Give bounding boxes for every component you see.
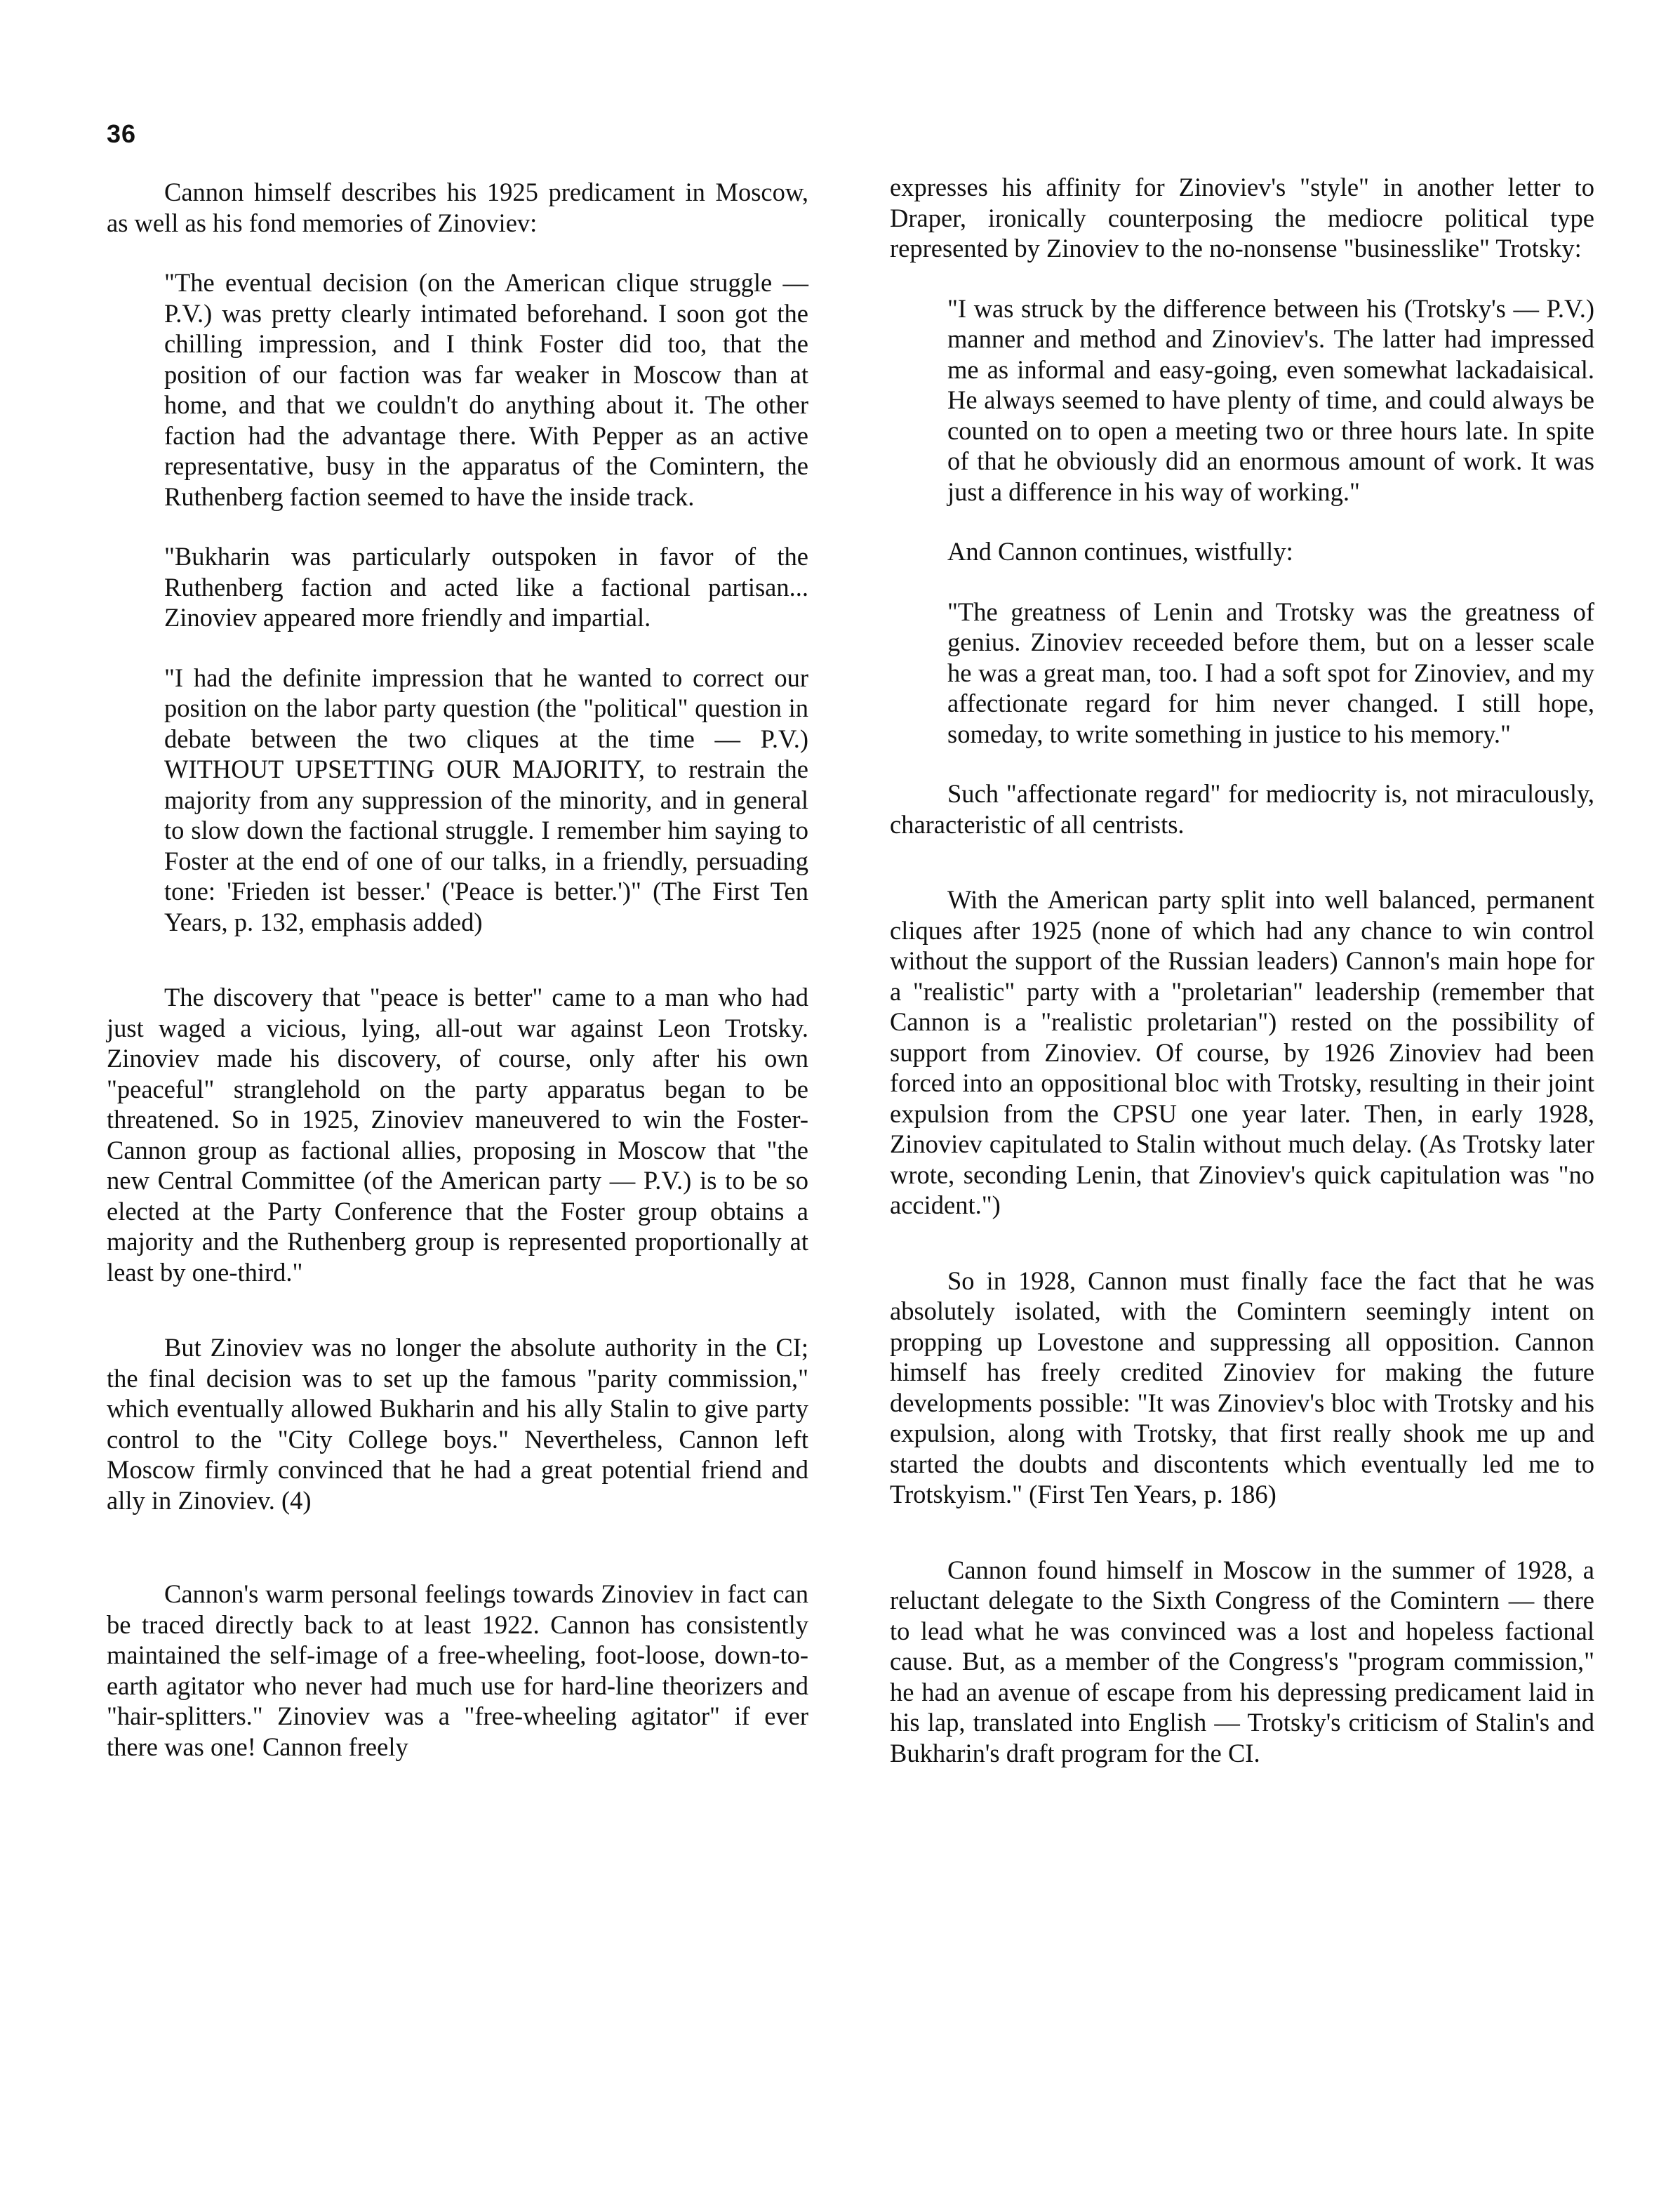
paragraph: And Cannon continues, wistfully: bbox=[947, 537, 1293, 566]
block-quote: "I was struck by the difference between his (Trotsky's — P.V.) manner and method and Zinoviev's. The latter had impressed me as informal and easy-going, even somewhat lackadaisical. He always seemed to have plenty of time, and could always be counted on to open a meeting two or three hours late. In spite of that he obviously did an enormous amount of work. It was just a difference in his way of working." bbox=[947, 293, 1594, 506]
right-column bbox=[890, 172, 1594, 1798]
paragraph: So in 1928, Cannon must finally face the fact that he was absolutely isolated, with the Comintern seemingly intent on propping up Lovestone and suppressing all opposition. Cannon himself has freely credited Zinoviev for making the future developments possible: "It was Zinoviev's bloc with Trotsky and his expulsion, along with Trotsky, that first really shook me up and started the doubts and discontents which eventually led me to Trotskyism." (First Ten Years, p. 186) bbox=[890, 1266, 1594, 1508]
block-quote: "I had the definite impression that he wanted to correct our position on the labor party question (the "political" question in debate between the two cliques at the time — P.V.) WITHOUT UPSETTING OUR MAJORITY, to restrain the majority from any suppression of the minority, and in general to slow down the factional struggle. I remember him saying to Foster at the end of one of our talks, in a friendly, persuading tone: 'Frieden ist besser.' ('Peace is better.')" (The First Ten Years, p. 132, emphasis added) bbox=[164, 663, 808, 936]
paragraph: But Zinoviev was no longer the absolute authority in the CI; the final decision was to set up the famous "parity commission," which eventually allowed Bukharin and his ally Stalin to give party control to the "City College boys." Nevertheless, Cannon left Moscow firmly convinced that he had a great potential friend and ally in Zinoviev. (4) bbox=[107, 1333, 808, 1515]
block-quote: "The greatness of Lenin and Trotsky was the greatness of genius. Zinoviev receeded before them, but on a lesser scale he was a great man, too. I had a soft spot for Zinoviev, and my affectionate regard for him never changed. I still hope, someday, to write something in justice to his memory." bbox=[947, 597, 1594, 748]
paragraph: Cannon himself describes his 1925 predicament in Moscow, as well as his fond memories of Zinoviev: bbox=[107, 178, 808, 237]
block-quote: "Bukharin was particularly outspoken in favor of the Ruthenberg faction and acted like a factional partisan... Zinoviev appeared more friendly and impartial. bbox=[164, 542, 808, 632]
page-number: 36 bbox=[107, 119, 137, 148]
paragraph: Cannon found himself in Moscow in the summer of 1928, a reluctant delegate to the Sixth Congress of the Comintern — there to lead what he was convinced was a lost and hopeless factional cause. But, as a member of the Congress's "program commission," he had an avenue of escape from his depressing predicament laid in his lap, translated into English — Trotsky's criticism of Stalin's and Bukharin's draft program for the CI. bbox=[890, 1555, 1594, 1767]
paragraph-continued: expresses his affinity for Zinoviev's "style" in another letter to Draper, ironically counterposing the mediocre political type represented by Zinoviev to the no-nonsense "businesslike" Trotsky: bbox=[890, 173, 1594, 263]
block-quote: "The eventual decision (on the American clique struggle — P.V.) was pretty clearly intimated beforehand. I soon got the chilling impression, and I think Foster did too, that the position of our faction was far weaker in Moscow than at home, and that we couldn't do anything about it. The other faction had the advantage there. With Pepper as an active representative, busy in the apparatus of the Comintern, the Ruthenberg faction seemed to have the inside track. bbox=[164, 268, 808, 511]
paragraph: Such "affectionate regard" for mediocrity is, not miraculously, characteristic of all centrists. bbox=[890, 779, 1594, 839]
left-column bbox=[107, 177, 808, 1791]
paragraph: Cannon's warm personal feelings towards Zinoviev in fact can be traced directly back to at least 1922. Cannon has consistently maintained the self-image of a free-wheeling, foot-loose, down-to-earth agitator who never had much use for hard-line theorizers and "hair-splitters." Zinoviev was a "free-wheeling agitator" if ever there was one! Cannon freely bbox=[107, 1579, 808, 1761]
paragraph: The discovery that "peace is better" came to a man who had just waged a vicious, lying, all-out war against Leon Trotsky. Zinoviev made his discovery, of course, only after his own "peaceful" stranglehold on the party apparatus began to be threatened. So in 1925, Zinoviev maneuvered to win the Foster-Cannon group as factional allies, proposing in Moscow that "the new Central Committee (of the American party — P.V.) is to be so elected at the Party Conference that the Foster group obtains a majority and the Ruthenberg group is represented proportionally at least by one-third." bbox=[107, 983, 808, 1287]
paragraph: With the American party split into well balanced, permanent cliques after 1925 (none of which had any chance to win control without the support of the Russian leaders) Cannon's main hope for a "realistic" party with a "proletarian" leadership (remember that Cannon is a "realistic proletarian") rested on the possibility of support from Zinoviev. Of course, by 1926 Zinoviev had been forced into an oppositional bloc with Trotsky, resulting in their joint expulsion from the CPSU one year later. Then, in early 1928, Zinoviev capitulated to Stalin without much delay. (As Trotsky later wrote, seconding Lenin, that Zinoviev's quick capitulation was "no accident.") bbox=[890, 885, 1594, 1219]
